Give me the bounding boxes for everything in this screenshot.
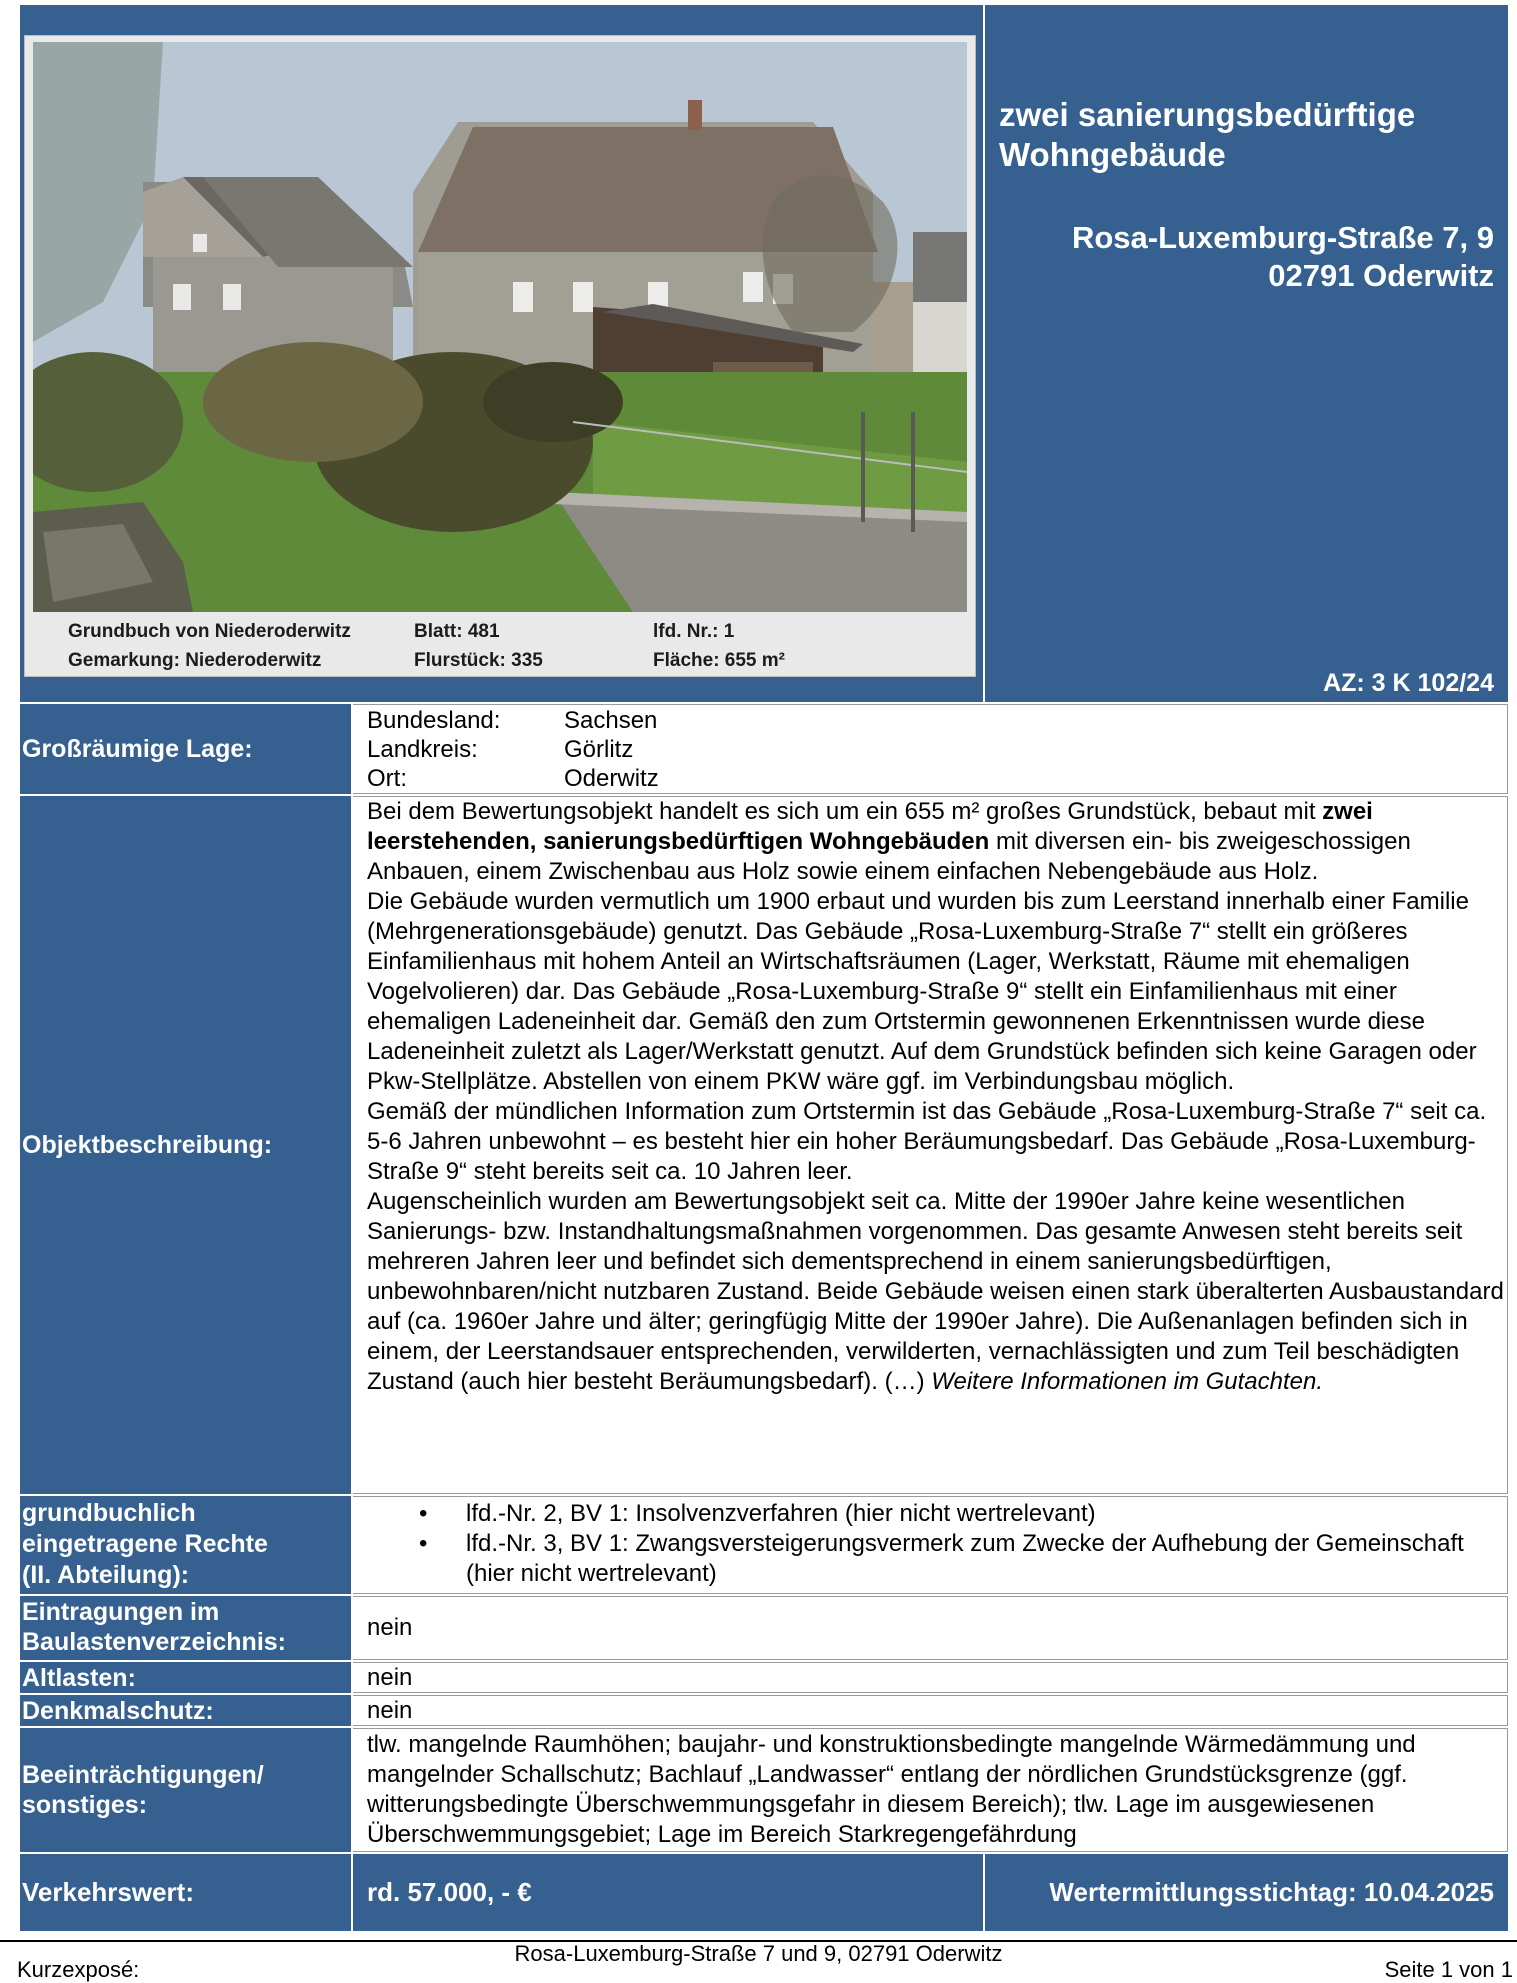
row-lage [20, 704, 1508, 794]
label-rechte-line2: eingetragene Rechte [22, 1530, 268, 1558]
object-title-line1: zwei sanierungsbedürftige [999, 96, 1416, 133]
value-baulasten: nein [353, 1596, 1508, 1660]
row-beschreibung [20, 796, 1508, 1494]
desc-paragraph-3: Gemäß der mündlichen Information zum Ortstermin ist das Gebäude „Rosa-Luxemburg-Straße 7“ seit ca. 5-6 Jahren unbewohnt – es besteht hier ein hoher Beräumungsbedarf. Das Gebäude „Rosa-Luxemburg-Straße 9“ steht bereits seit ca. 10 Jahren leer. [367, 1098, 1487, 1185]
property-photo [33, 42, 967, 612]
footer-right: Seite 1 von 1 [1384, 1957, 1513, 1982]
object-title-line2: Wohngebäude [999, 136, 1226, 173]
value-rechte [353, 1496, 1508, 1594]
value-denkmal: nein [353, 1695, 1508, 1726]
object-title [999, 95, 1489, 175]
label-baulasten [20, 1596, 351, 1660]
caption-flaeche: Fläche: 655 m² [653, 650, 785, 671]
label-beschreibung: Objektbeschreibung: [20, 796, 351, 1494]
footer-center: Rosa-Luxemburg-Straße 7 und 9, 02791 Oderwitz [514, 1941, 1003, 1966]
footer-left: Kurzexposé: [17, 1957, 140, 1982]
label-beein-line2: sonstiges: [22, 1791, 148, 1819]
header-info [985, 5, 1508, 702]
desc-paragraph-2: Die Gebäude wurden vermutlich um 1900 erbaut und wurden bis zum Leerstand innerhalb einer Familie (Mehrgenerationsgebäude) genutzt. Das Gebäude „Rosa-Luxemburg-Straße 7“ stellt ein größeres Einfamilienhaus mit hohem Anteil an Wirtschaftsräumen (Lager, Werkstatt, Räume mit ehemaligen Vogelvolieren) dar. Das Gebäude „Rosa-Luxemburg-Straße 9“ stellt ein Einfamilienhaus mit einer ehemaligen Ladeneinheit dar. Gemäß den zum Ortstermin gewonnenen Erkenntnissen wurde diese Ladeneinheit zuletzt als Lager/Werkstatt genutzt. Auf dem Grundstück befinden sich keine Garagen oder Pkw-Stellplätze. Abstellen von einem PKW wäre ggf. im Verbindungsbau möglich. [367, 888, 1477, 1095]
caption-lfd: lfd. Nr.: 1 [653, 621, 735, 642]
value-lage [353, 704, 1508, 794]
caption-gemarkung: Gemarkung: Niederoderwitz [68, 650, 322, 671]
label-altlasten: Altlasten: [20, 1662, 351, 1693]
row-altlasten [20, 1662, 1508, 1693]
page-footer [0, 1939, 1517, 1982]
rechte-list [367, 1499, 1507, 1589]
photo-panel [20, 5, 985, 702]
row-verkehrswert [20, 1854, 1508, 1931]
label-verkehrswert: Verkehrswert: [22, 1877, 194, 1907]
desc-highlight: zwei leerstehenden, sanierungsbedürftigen Wohngebäuden [367, 798, 1373, 855]
label-rechte-line3: (II. Abteilung): [22, 1561, 190, 1589]
value-verkehrswert: rd. 57.000, - € [367, 1877, 532, 1907]
caption-blatt: Blatt: 481 [414, 621, 500, 642]
label-baulasten-line1: Eintragungen im [22, 1598, 220, 1626]
key-landkreis: Landkreis: [367, 736, 478, 763]
address-city: 02791 Oderwitz [1268, 258, 1494, 293]
stichtag: Wertermittlungsstichtag: 10.04.2025 [1049, 1877, 1494, 1907]
val-bundesland: Sachsen [564, 707, 658, 734]
desc-paragraph-4: Augenscheinlich wurden am Bewertungsobjekt seit ca. Mitte der 1990er Jahre keine wesentlichen Sanierungs- bzw. Instandhaltungsmaßnahmen vorgenommen. Das gesamte Anwesen steht bereits seit mehreren Jahren leer und befindet sich dementsprechend in einem sanierungsbedürftigen, unbewohnbaren/nicht nutzbaren Zustand. Beide Gebäude weisen einen stark überalterten Ausbaustandard auf (ca. 1960er Jahre und älter; geringfügig Mitte der 1990er Jahre). Die Außenanlagen befinden sich in einem, der Leerstandsauer entsprechenden, verwilderten, vernachlässigten und zum Teil beschädigten Zustand (auch hier besteht Beräumungsbedarf). (…) Weitere Informationen im Gutachten. [367, 1188, 1504, 1395]
aktenzeichen: AZ: 3 K 102/24 [1323, 669, 1494, 697]
row-rechte [20, 1496, 1508, 1594]
divider [983, 1854, 985, 1931]
value-beeintraechtigungen: tlw. mangelnde Raumhöhen; baujahr- und konstruktionsbedingte mangelnde Wärmedämmung und mangelnder Schallschutz; Bachlauf „Landwasser“ entlang der nördlichen Grundstücksgrenze (ggf. witterungsbedingte Überschwemmungsgefahr in diesem Bereich); tlw. Lage im ausgewiesenen Überschwemmungsgebiet; Lage im Bereich Starkregengefährdung [353, 1728, 1508, 1852]
desc-paragraph-1: Bei dem Bewertungsobjekt handelt es sich um ein 655 m² großes Grundstück, bebaut mit zwei leerstehenden, sanierungsbedürftigen Wohngebäuden mit diversen ein- bis zweigeschossigen Anbauen, einem Zwischenbau aus Holz sowie einem einfachen Nebengebäude aus Holz. [367, 798, 1411, 885]
list-item: • lfd.-Nr. 3, BV 1: Zwangsversteigerungsvermerk zum Zwecke der Aufhebung der Gemeinschaft (hier nicht wertrelevant) [367, 1529, 1507, 1589]
key-bundesland: Bundesland: [367, 707, 501, 734]
address-street: Rosa-Luxemburg-Straße 7, 9 [1071, 220, 1494, 255]
header-panel [20, 5, 1508, 702]
desc-more-info: Weitere Informationen im Gutachten. [931, 1368, 1324, 1395]
value-beschreibung [353, 796, 1508, 1494]
label-baulasten-line2: Baulastenverzeichnis: [22, 1628, 286, 1656]
row-baulasten [20, 1596, 1508, 1660]
label-rechte-line1: grundbuchlich [22, 1499, 196, 1527]
divider [351, 1854, 353, 1931]
label-denkmal: Denkmalschutz: [20, 1695, 351, 1726]
row-denkmal [20, 1695, 1508, 1726]
list-item: • lfd.-Nr. 2, BV 1: Insolvenzverfahren (hier nicht wertrelevant) [367, 1499, 1507, 1529]
label-rechte [20, 1496, 351, 1594]
label-beeintraechtigungen [20, 1728, 351, 1852]
val-landkreis: Görlitz [564, 736, 634, 763]
row-beeintraechtigungen [20, 1728, 1508, 1852]
photo-frame [24, 35, 976, 677]
key-ort: Ort: [367, 765, 407, 792]
object-address [1072, 219, 1494, 295]
caption-grundbuch: Grundbuch von Niederoderwitz [68, 621, 351, 642]
value-altlasten: nein [353, 1662, 1508, 1693]
label-lage: Großräumige Lage: [20, 704, 351, 794]
label-beein-line1: Beeinträchtigungen/ [22, 1761, 264, 1789]
caption-flurstueck: Flurstück: 335 [414, 650, 543, 671]
val-ort: Oderwitz [564, 765, 659, 792]
